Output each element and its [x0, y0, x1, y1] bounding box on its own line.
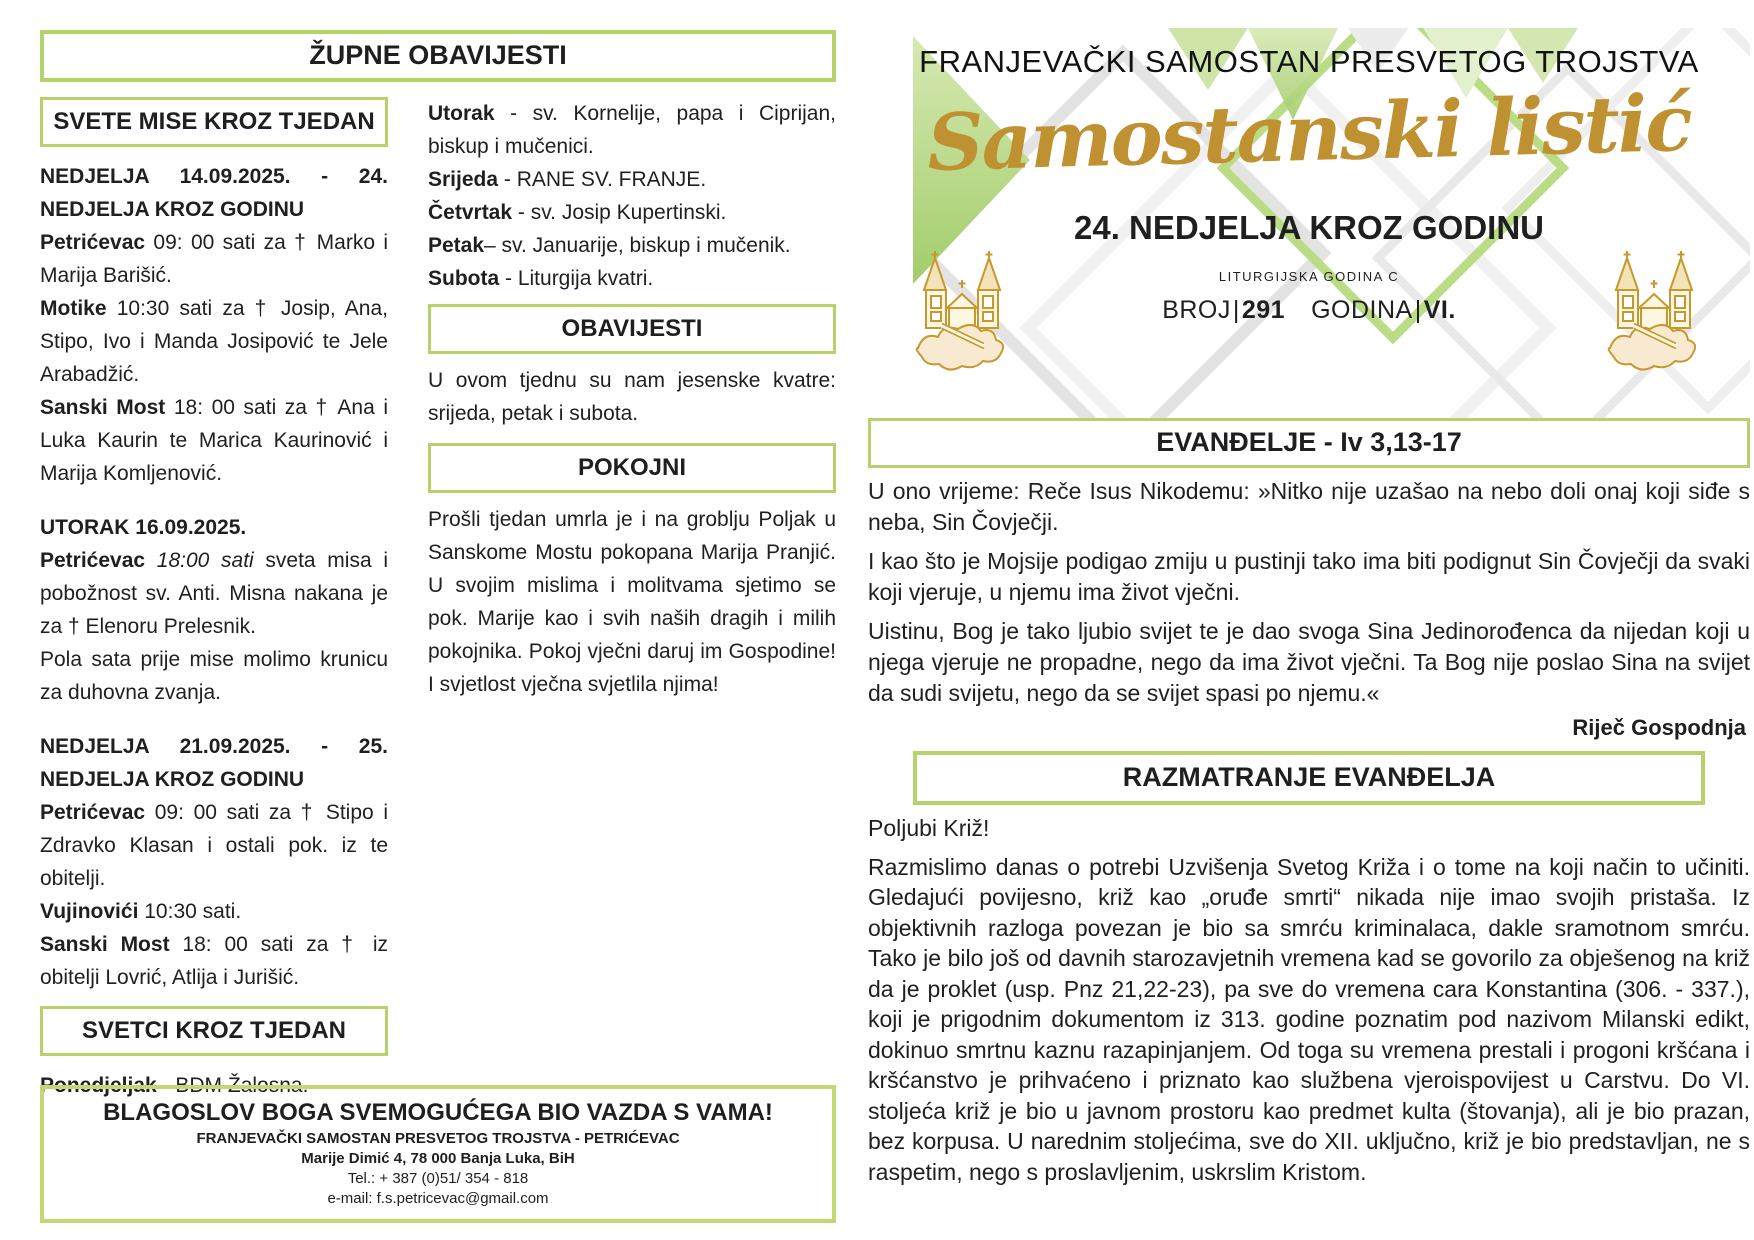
mass-entry-time: 18:00 sati [145, 549, 254, 572]
saints-column [428, 97, 836, 1102]
masses-title-box [40, 97, 388, 147]
parish-announcements-header [40, 30, 836, 82]
notices-title-box [428, 304, 836, 354]
mass-entry [40, 292, 388, 391]
masthead [868, 28, 1750, 418]
mass-entry-lead: Sanski Most [40, 396, 166, 419]
left-page-columns [40, 97, 836, 1102]
mass-entry [40, 391, 388, 490]
saints-title: SVETCI KROZ TJEDAN [81, 1017, 347, 1044]
gospel-section [868, 476, 1750, 741]
liturgical-year-label: LITURGIJSKA GODINA C [1218, 269, 1400, 284]
gospel-paragraph: U ono vrijeme: Reče Isus Nikodemu: »Nitko nije uzašao na nebo doli onaj koji siđe s neba, Sin Čovječji. [868, 478, 1750, 535]
mass-entry-lead: NEDJELJA 14.09.2025. - 24. NEDJELJA KROZ GODINU [40, 165, 388, 221]
mass-entry-text: Pola sata prije mise molimo krunicu za duhovna zvanja. [40, 648, 388, 704]
address-line: Marije Dimić 4, 78 000 Banja Luka, BiH [301, 1150, 575, 1167]
deceased-title-box [428, 443, 836, 493]
mass-entry [40, 160, 388, 226]
mass-entry-text: sveta misa i pobožnost sv. Anti. Misna nakana je za † Elenoru Prelesnik. [40, 549, 388, 638]
mass-entry [40, 796, 388, 895]
gospel-paragraph: I kao što je Mojsije podigao zmiju u pustinji tako ima biti podignut Sin Čovječji da svaki koji vjeruje, u njemu ima život vječni. [868, 548, 1750, 605]
separator: | [1414, 296, 1422, 324]
reflection-body: Razmislimo danas o potrebi Uzvišenja Svetog Križa i o tome na koji način to učiniti. Gledajući povijesno, križ kao „oruđe smrti“ nikada nije imao svojih pristaša. Iz objektivnih razloga povezan je bio sa smrću kriminalaca, dakle sramotnom smrću. Tako je bilo još od davnih starozavjetnih vremena kad se govorilo za obješenog na križ da je proklet (usp. Pnz 21,22-23), pa sve do vremena cara Konstantina (306. - 337.), koji je prigodnim dokumentom iz 313. godine poznatim pod nazivom Milanski edikt, dokinuo smrtnu kaznu razapinjanjem. Od toga su vremena prestali i progoni kršćana i kršćanstvo je prihvaćeno i priznato kao službena vjeroispovijest u Carstvu. Do VI. stoljeća križ je bio u javnom prostoru kao predmet kulta (štovanja), ali je bio prazan, bez korpusa. U narednim stoljećima, sve do XII. uključno, križ je bio predstavljan, ne s raspetim, nego s proslavljenim, uskrslim Kristom. [868, 853, 1750, 1185]
mass-entry [40, 226, 388, 292]
reflection-title: RAZMATRANJE EVANĐELJA [1122, 762, 1496, 792]
saint-entry-day: Utorak [428, 102, 495, 125]
notices-text: U ovom tjednu su nam jesenske kvatre: srijeda, petak i subota. [428, 369, 836, 425]
church-emblem-icon [912, 250, 1012, 378]
mass-entry [40, 895, 388, 928]
issue-number-value: 291 [1241, 296, 1286, 324]
bulletin-script-title: Samostanski listić [926, 78, 1692, 189]
mass-entry-text: 10:30 sati. [138, 900, 242, 923]
issue-number-label: BROJ [1162, 296, 1231, 324]
volume-label: GODINA [1311, 296, 1413, 324]
mass-entry-text: 09: 00 sati za † Marko i Marija Barišić. [40, 231, 388, 287]
mass-entry-text: 10:30 sati za † Josip, Ana, Stipo, Ivo i Manda Josipović te Jele Arabadžić. [40, 297, 388, 386]
monastery-name: FRANJEVAČKI SAMOSTAN PRESVETOG TROJSTVA - PETRIĆEVAC [196, 1130, 680, 1147]
mass-entry-text: 18: 00 sati za † Ana i Luka Kaurin te Marica Kaurinović i Marija Komljenović. [40, 396, 388, 485]
email-line: e-mail: f.s.petricevac@gmail.com [327, 1190, 549, 1207]
mass-entry [40, 544, 388, 643]
separator: | [1232, 296, 1240, 324]
saint-entry-text: - Liturgija kvatri. [499, 267, 654, 290]
saint-entry-text: - RANE SV. FRANJE. [498, 168, 707, 191]
notices-title: OBAVIJESTI [561, 315, 703, 342]
gospel-paragraph: Uistinu, Bog je tako ljubio svijet te je dao svoga Sina Jedinorođenca da nijedan koji u njega vjeruje ne propadne, nego da ima život vječni. Ta Bog nije poslao Sina na svijet da sudi svijetu, nego da se svijet spasi po njemu.« [868, 618, 1750, 706]
mass-entry-lead: Petrićevac [40, 549, 146, 572]
contact-footer-box [40, 1085, 836, 1223]
left-page [40, 30, 836, 1207]
masses-title: SVETE MISE KROZ TJEDAN [53, 108, 375, 135]
sunday-title: 24. NEDJELJA KROZ GODINU [1073, 209, 1545, 246]
saint-entry-text: - sv. Josip Kupertinski. [512, 201, 727, 224]
gospel-title-box [868, 418, 1750, 468]
mass-entry [40, 928, 388, 994]
saint-entry-day: Subota [428, 267, 500, 290]
saint-entry [428, 262, 836, 295]
organization-title: FRANJEVAČKI SAMOSTAN PRESVETOG TROJSTVA [919, 44, 1699, 79]
mass-entry-lead: Petrićevac [40, 801, 146, 824]
reflection-intro: Poljubi Križ! [868, 815, 990, 841]
church-emblem-icon [1604, 250, 1704, 378]
mass-entry-text: 18: 00 sati za † iz obitelji Lovrić, Atlija i Jurišić. [40, 933, 388, 989]
saint-entry-day: Četvrtak [428, 201, 513, 224]
saint-entry-text: – sv. Januarije, biskup i mučenik. [484, 234, 791, 257]
saint-entry [428, 229, 836, 262]
phone-line: Tel.: + 387 (0)51/ 354 - 818 [347, 1170, 529, 1187]
deceased-title: POKOJNI [577, 454, 687, 481]
mass-entry-lead: Sanski Most [40, 933, 170, 956]
reflection-title-box [913, 751, 1705, 805]
saint-entry-day: Petak [428, 234, 485, 257]
gospel-title: EVANĐELJE - Iv 3,13-17 [1156, 427, 1462, 457]
mass-entry [40, 511, 388, 544]
reflection-section [868, 813, 1750, 1187]
mass-entry-lead: Petrićevac [40, 231, 146, 254]
mass-entry [40, 643, 388, 709]
mass-entry-text: 09: 00 sati za † Stipo i Zdravko Klasan i ostali pok. iz te obitelji. [40, 801, 388, 890]
masses-column [40, 97, 388, 1102]
saints-title-box [40, 1006, 388, 1056]
blessing-line: BLAGOSLOV BOGA SVEMOGUĆEGA BIO VAZDA S VAMA! [103, 1099, 773, 1126]
saint-entry-text: - BDM Žalosna. [156, 1074, 309, 1097]
deceased-text: Prošli tjedan umrla je i na groblju Poljak u Sanskome Mostu pokopana Marija Pranjić. U svojim mislima i molitvama sjetimo se pok. Marije kao i svih naših dragih i milih pokojnika. Pokoj vječni daruj im Gospodine! I svjetlost vječna svjetlila njima! [428, 508, 836, 696]
right-page [868, 28, 1750, 1187]
parish-announcements-title: ŽUPNE OBAVIJESTI [309, 40, 567, 70]
saint-entry-day: Srijeda [428, 168, 499, 191]
saint-entry-text: - sv. Kornelije, papa i Ciprijan, biskup i mučenici. [428, 102, 836, 158]
mass-entry [40, 730, 388, 796]
mass-entry-lead: UTORAK 16.09.2025. [40, 516, 247, 539]
gospel-signoff: Riječ Gospodnja [1572, 715, 1746, 740]
saint-entry [428, 163, 836, 196]
saint-entry [428, 196, 836, 229]
saint-entry-day: Ponedjeljak [40, 1074, 157, 1097]
mass-entry-lead: Motike [40, 297, 107, 320]
mass-entry-lead: Vujinovići [40, 900, 139, 923]
saint-entry [428, 97, 836, 163]
volume-value: VI. [1423, 296, 1456, 324]
mass-entry-lead: NEDJELJA 21.09.2025. - 25. NEDJELJA KROZ GODINU [40, 735, 388, 791]
